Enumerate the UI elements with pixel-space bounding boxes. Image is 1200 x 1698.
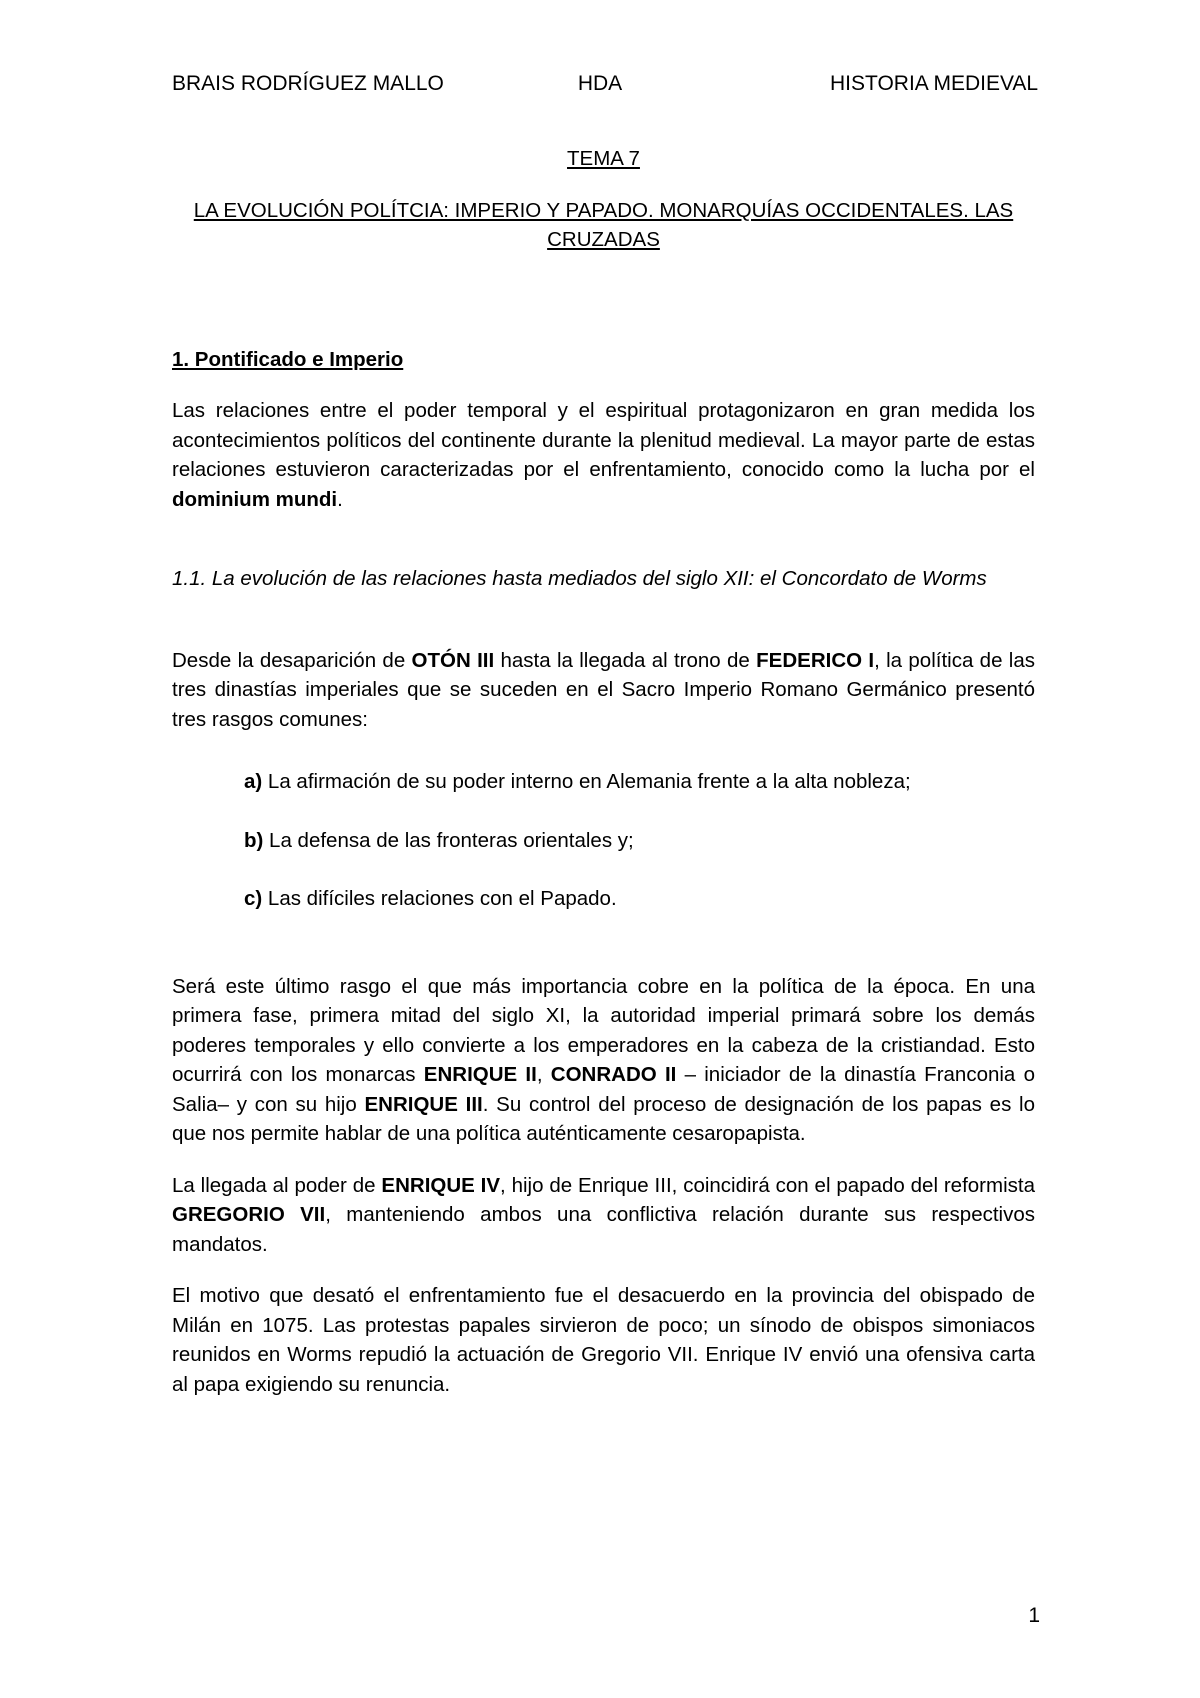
paragraph-2 xyxy=(172,646,1035,735)
paragraph-2-text: hasta la llegada al trono de xyxy=(494,648,757,672)
paragraph-5: El motivo que desató el enfrentamiento fue el desacuerdo en la provincia del obispado de Milán en 1075. Las protestas papales sirvieron de poco; un sínodo de obispos simoniacos reunidos en Worms repudió la actuación de Gregorio VII. Enrique IV envió una ofensiva carta al papa exigiendo su renuncia. xyxy=(172,1284,1035,1396)
paragraph-1 xyxy=(172,396,1035,514)
paragraph-3-text: . Su control del proceso de designación de los papas es lo que nos permite hablar de una política auténticamente cesaropapista. xyxy=(172,1092,1035,1145)
paragraph-3-bold: ENRIQUE III xyxy=(364,1092,483,1116)
list-item-text: La defensa de las fronteras orientales y; xyxy=(263,828,634,852)
document-title: TEMA 7 xyxy=(567,147,640,170)
paragraph-3-text: Será este último rasgo el que más importancia cobre en la política de la época. En una primera fase, primera mitad del siglo XI, la autoridad imperial primará sobre los demás poderes temporales y ello convierte a los emperadores en la cabeza de la cristiandad. Esto ocurrirá con los monarcas xyxy=(172,974,1035,1086)
paragraph-2-bold: FEDERICO I xyxy=(756,648,875,672)
list-marker: a) xyxy=(244,770,263,793)
paragraph-2-text: , la política de las tres dinastías imperiales que se suceden en el Sacro Imperio Romano Germánico presentó tres rasgos comunes: xyxy=(172,648,1035,731)
list-marker: b) xyxy=(244,828,264,852)
list-item-text: Las difíciles relaciones con el Papado. xyxy=(262,887,617,910)
header-author: BRAIS RODRÍGUEZ MALLO xyxy=(172,72,444,95)
page-number: 1 xyxy=(1028,1604,1040,1627)
paragraph-2-bold: OTÓN III xyxy=(411,648,495,672)
paragraph-1-end: . xyxy=(337,487,343,511)
paragraph-4-bold: GREGORIO VII xyxy=(172,1203,326,1226)
paragraph-4-text: , hijo de Enrique III, coincidirá con el papado del reformista xyxy=(500,1173,1035,1197)
paragraph-3-text: – iniciador de la dinastía Franconia o Salia– y con su hijo xyxy=(172,1063,1035,1116)
document-subtitle: LA EVOLUCIÓN POLÍTCIA: IMPERIO Y PAPADO. MONARQUÍAS OCCIDENTALES. LAS CRUZADAS xyxy=(193,198,1014,251)
paragraph-4-text: La llegada al poder de xyxy=(172,1173,382,1197)
header-subject: HISTORIA MEDIEVAL xyxy=(830,72,1039,95)
paragraph-1-text: Las relaciones entre el poder temporal y el espiritual protagonizaron en gran medida los acontecimientos políticos del continente durante la plenitud medieval. La mayor parte de estas relaciones estuvieron caracterizadas por el enfrentamiento, conocido como la lucha por el xyxy=(172,399,1035,481)
paragraph-3 xyxy=(172,972,1035,1149)
paragraph-3-bold: CONRADO II xyxy=(550,1063,677,1086)
paragraph-4-text: , manteniendo ambos una conflictiva relación durante sus respectivos mandatos. xyxy=(172,1203,1036,1256)
section-heading-text: 1. Pontificado e Imperio xyxy=(172,347,404,371)
list-item xyxy=(244,826,1035,856)
paragraph-3-bold: ENRIQUE II xyxy=(423,1063,537,1086)
list-item-text: La afirmación de su poder interno en Alemania frente a la alta nobleza; xyxy=(262,770,911,793)
subsection-heading: 1.1. La evolución de las relaciones hasta mediados del siglo XII: el Concordato de Worms xyxy=(172,567,987,590)
document-body xyxy=(172,144,1035,1399)
header-course: HDA xyxy=(577,72,623,95)
list-marker: c) xyxy=(244,887,263,910)
list-item xyxy=(244,884,1035,914)
section-heading xyxy=(172,345,1035,375)
paragraph-2-text: Desde la desaparición de xyxy=(172,648,412,672)
list-item xyxy=(244,767,1035,797)
paragraph-4 xyxy=(172,1171,1035,1260)
paragraph-3-text: , xyxy=(536,1063,551,1086)
paragraph-4-bold: ENRIQUE IV xyxy=(381,1173,501,1197)
paragraph-1-bold: dominium mundi xyxy=(172,487,338,511)
feature-list xyxy=(244,767,1035,914)
